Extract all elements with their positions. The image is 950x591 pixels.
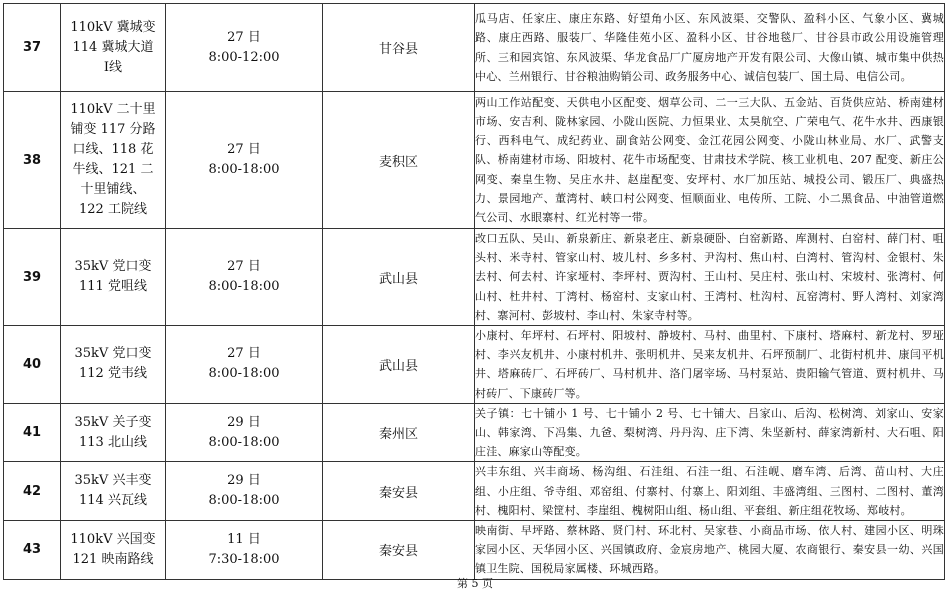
outage-scope: 两山工作站配变、天供电小区配变、烟草公司、二一三大队、五金站、百货供应站、桥南建材市场、安吉利、陇林家园、小陇山医院、力恒果业、太昊航空、广荣电气、花牛水井、西康银行、西科电气、成纪药业、副食站公网变、金江花园公网变、小陇山林业局、水厂、武警支队、桥南建材市场、阳坡村、花牛市场配变、甘肃技术学院、核工业机电、207 配变、新庄公网变、秦皇生物、吴庄水井、赵崖配变、安坪村、水厂加压站、城投公司、锻压厂、典盛热力、景园地产、董湾村、峡口村公网变、恒顺面业、电传所、工院、小二黑食品、中油管道燃气公司、水眼寨村、红光村等一带。 [475,92,945,229]
district: 秦州区 [323,403,475,462]
outage-time: 27 日 8:00-18:00 [166,326,323,404]
outage-time: 29 日 8:00-18:00 [166,403,323,462]
row-number: 39 [4,229,61,326]
row-number: 37 [4,4,61,92]
line-name: 110kV 冀城变 114 冀城大道 Ⅰ线 [61,4,166,92]
row-number: 41 [4,403,61,462]
line-name: 35kV 党口变 112 党韦线 [61,326,166,404]
line-name: 35kV 兴丰变 114 兴瓦线 [61,462,166,521]
table-row [4,4,945,92]
row-number: 40 [4,326,61,404]
line-name: 35kV 党口变 111 党咀线 [61,229,166,326]
outage-scope: 小康村、年坪村、石坪村、阳坡村、静坡村、马村、曲里村、下康村、塔麻村、新龙村、罗垭村、李兴友机井、小康村机井、张明机井、吴来友机井、石坪预制厂、北街村机井、康闫平机井、塔麻砖厂、石坪砖厂、马村机井、洛门屠宰场、马村泵站、贵阳输气管道、贾村机井、马村砖厂、下康砖厂等。 [475,326,945,404]
line-name: 110kV 二十里 铺变 117 分路 口线、118 花 牛线、121 二 十里铺线、 122 工院线 [61,92,166,229]
line-name: 110kV 兴国变 121 映南路线 [61,521,166,580]
page-number: 第 5 页 [457,577,493,590]
table-row [4,521,945,580]
row-number: 43 [4,521,61,580]
outage-time: 11 日 7:30-18:00 [166,521,323,580]
outage-time: 27 日 8:00-12:00 [166,4,323,92]
district: 武山县 [323,326,475,404]
table-row [4,403,945,462]
line-name: 35kV 关子变 113 北山线 [61,403,166,462]
table-row [4,92,945,229]
table-row [4,462,945,521]
row-number: 38 [4,92,61,229]
outage-scope: 瓜马店、任家庄、康庄东路、好望角小区、东风波渠、交警队、盈科小区、气象小区、冀城路、康庄西路、服装厂、华隆佳苑小区、盈科小区、甘谷地毯厂、甘谷县市政公用设施管理所、三和园宾馆、东风波渠、华龙食品厂广厦房地产开发有限公司、大像山镇、城市集中供热中心、兰州银行、甘谷粮油购销公司、政务服务中心、诚信包装厂、国土局、电信公司。 [475,4,945,92]
outage-time: 29 日 8:00-18:00 [166,462,323,521]
outage-time: 27 日 8:00-18:00 [166,92,323,229]
outage-time: 27 日 8:00-18:00 [166,229,323,326]
row-number: 42 [4,462,61,521]
table-row [4,326,945,404]
district: 武山县 [323,229,475,326]
outage-scope: 兴丰东组、兴丰商场、杨沟组、石洼组、石洼一组、石洼岘、磨车湾、后湾、苗山村、大庄组、小庄组、爷寺组、邓窑组、付寨村、付寨上、阳刘组、丰盛湾组、三图村、二图村、董湾村、槐阳村、梁筐村、李崖组、槐树阳山组、杨山组、平套组、新庄组花牧场、郑岐村。 [475,462,945,521]
district: 甘谷县 [323,4,475,92]
table-row [4,229,945,326]
district: 秦安县 [323,521,475,580]
district: 秦安县 [323,462,475,521]
outage-scope: 关子镇：七十铺小 1 号、七十铺小 2 号、七十铺大、吕家山、后沟、松树湾、刘家山、安家山、韩家湾、下冯集、九爸、梨树湾、丹丹沟、庄下湾、朱坚新村、薛家湾新村、大石咀、阳庄洼、麻家山等配变。 [475,403,945,462]
outage-scope: 映南街、早坪路、蔡林路、贤门村、环北村、吴家巷、小商品市场、依人村、建园小区、明珠家园小区、天华园小区、兴国镇政府、金宸房地产、桃园大厦、农商银行、秦安县一幼、兴国镇卫生院、国税局家属楼、环城西路。 [475,521,945,580]
schedule-table [3,3,945,580]
outage-scope: 改口五队、吴山、新泉新庄、新泉老庄、新泉硬卧、白窑新路、库测村、白窑村、薛门村、咀头村、米寺村、管家山村、坡儿村、乡多村、尹沟村、焦山村、白湾村、管沟村、金银村、朱去村、何去村、许家垭村、李坪村、贾沟村、王山村、吴庄村、张山村、宋坡村、张湾村、何山村、杜井村、丁湾村、杨窑村、支家山村、王湾村、杜沟村、瓦窑湾村、野人湾村、刘家湾村、寨河村、彭坡村、李山村、朱家寺村等。 [475,229,945,326]
district: 麦积区 [323,92,475,229]
